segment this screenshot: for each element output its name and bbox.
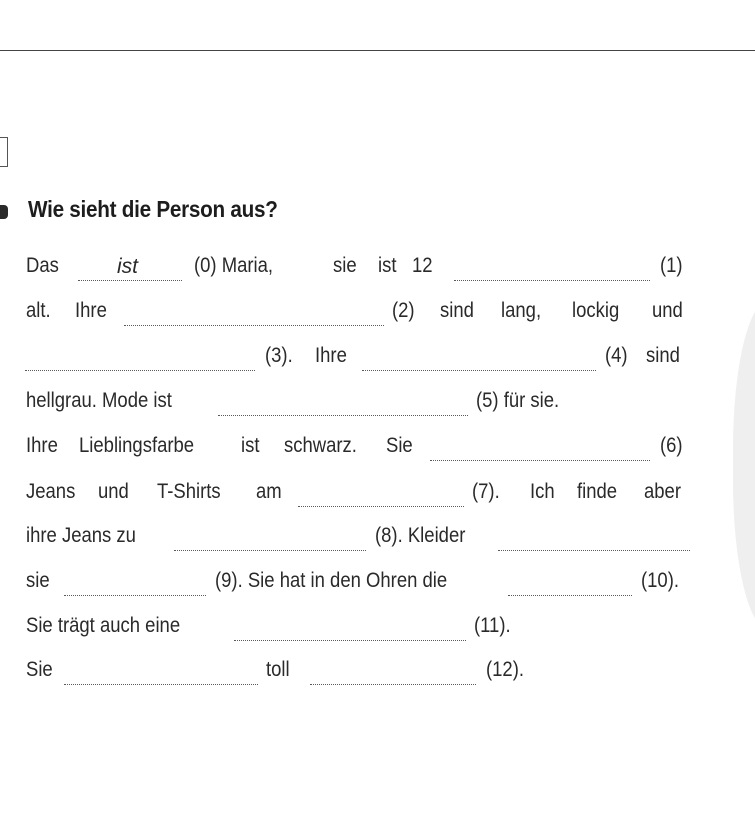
blank-3[interactable] xyxy=(25,370,255,371)
page-corner-mark xyxy=(0,137,8,167)
blank-9[interactable] xyxy=(64,595,206,596)
text: (12). xyxy=(486,658,525,681)
text: (9). Sie hat in den Ohren die xyxy=(215,569,448,592)
text: und xyxy=(98,480,129,503)
text: aber xyxy=(644,480,681,503)
blank-10[interactable] xyxy=(508,595,632,596)
exercise-title: Wie sieht die Person aus? xyxy=(28,196,278,222)
text: Das xyxy=(26,254,59,277)
text: (7). xyxy=(472,480,500,503)
text: (5) für sie. xyxy=(476,389,560,412)
text: lockig xyxy=(572,299,620,322)
blank-0[interactable] xyxy=(78,280,182,281)
top-rule xyxy=(0,50,755,51)
text: Sie trägt auch eine xyxy=(26,614,181,637)
text: Ihre xyxy=(75,299,107,322)
text: lang, xyxy=(501,299,542,322)
text: hellgrau. Mode ist xyxy=(26,389,172,412)
text: ist xyxy=(241,434,260,457)
text: sie xyxy=(333,254,357,277)
text: (10). xyxy=(641,569,680,592)
blank-6[interactable] xyxy=(430,460,650,461)
text: T-Shirts xyxy=(157,480,221,503)
text: toll xyxy=(266,658,290,681)
text: (1) xyxy=(660,254,683,277)
text: ist xyxy=(378,254,397,277)
text: (8). Kleider xyxy=(375,524,466,547)
text: (0) Maria, xyxy=(194,254,274,277)
blank-12[interactable] xyxy=(310,684,476,685)
text: Sie xyxy=(26,658,53,681)
text: Ihre xyxy=(26,434,58,457)
blank-4[interactable] xyxy=(362,370,596,371)
example-answer: ist xyxy=(117,255,138,278)
text: sie xyxy=(26,569,50,592)
blank-1[interactable] xyxy=(454,280,650,281)
text: 12 xyxy=(412,254,433,277)
text: alt. xyxy=(26,299,51,322)
text: schwarz. xyxy=(284,434,357,457)
exercise-marker-icon xyxy=(0,205,8,219)
text: sind xyxy=(440,299,474,322)
blank-7[interactable] xyxy=(298,506,464,507)
text: finde xyxy=(577,480,618,503)
background-illustration xyxy=(733,300,755,630)
text: (4) xyxy=(605,344,628,367)
text: am xyxy=(256,480,282,503)
text: Jeans xyxy=(26,480,76,503)
text: (11). xyxy=(474,614,511,637)
text: ihre Jeans zu xyxy=(26,524,136,547)
blank-2[interactable] xyxy=(124,325,384,326)
text: Lieblingsfarbe xyxy=(79,434,195,457)
text: Ihre xyxy=(315,344,347,367)
text: Sie xyxy=(386,434,413,457)
text: (6) xyxy=(660,434,683,457)
blank-12a[interactable] xyxy=(64,684,258,685)
blank-11[interactable] xyxy=(234,640,466,641)
text: (3). xyxy=(265,344,293,367)
blank-8b[interactable] xyxy=(498,550,690,551)
text: (2) xyxy=(392,299,415,322)
text: sind xyxy=(646,344,680,367)
blank-8[interactable] xyxy=(174,550,366,551)
text: und xyxy=(652,299,683,322)
blank-5[interactable] xyxy=(218,415,468,416)
text: Ich xyxy=(530,480,555,503)
